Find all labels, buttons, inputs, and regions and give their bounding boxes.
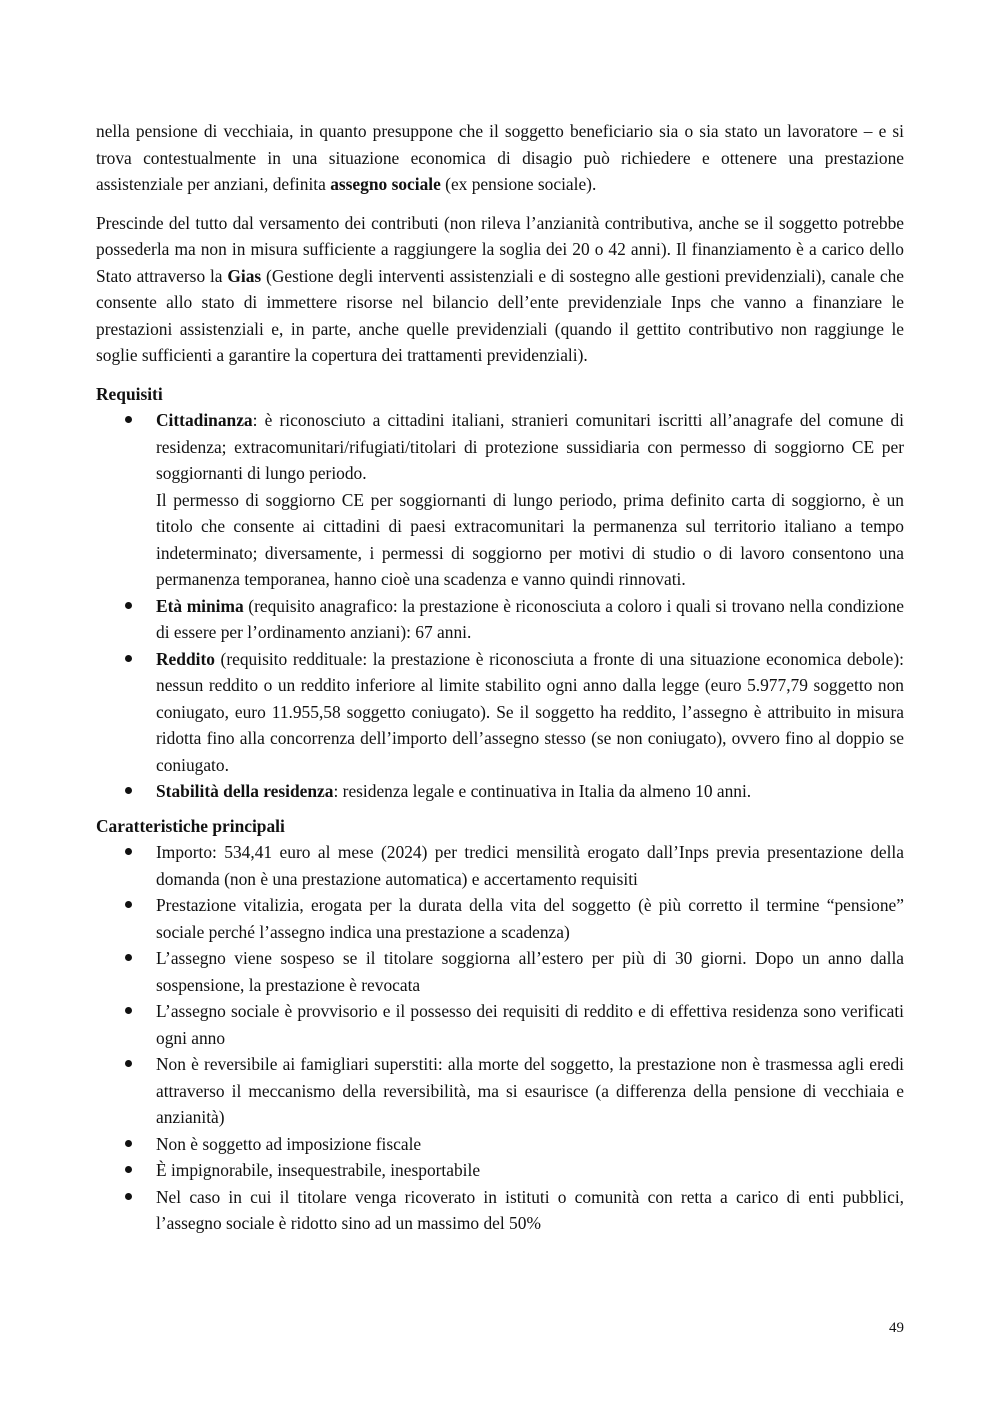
list-item: Nel caso in cui il titolare venga ricoverato in istituti o comunità con retta a carico di enti pubblici, l’assegno sociale è ridotto sino ad un massimo del 50% — [156, 1184, 904, 1237]
list-item: Prestazione vitalizia, erogata per la durata della vita del soggetto (è più corretto il termine “pensione” sociale perché l’assegno indica una prestazione a scadenza) — [156, 892, 904, 945]
list-item-text: : è riconosciuto a cittadini italiani, stranieri comunitari iscritti all’anagrafe del comune di residenza; extracomunitari/rifugiati/titolari di protezione sussidiaria con permesso di soggiorno CE per soggiornanti di lungo periodo. — [156, 410, 904, 483]
list-item — [156, 407, 904, 593]
gias-term: Gias — [227, 265, 262, 286]
intro-text-end: (ex pensione sociale). — [440, 174, 597, 194]
list-item: Non è soggetto ad imposizione fiscale — [156, 1131, 904, 1158]
list-item: Importo: 534,41 euro al mese (2024) per tredici mensilità erogato dall’Inps previa presentazione della domanda (non è una prestazione automatica) e accertamento requisiti — [156, 839, 904, 892]
financing-text: Prescinde del tutto dal versamento dei contributi (non rileva l’anzianità contributiva, anche se il soggetto potrebbe possederla ma non in misura sufficiente a raggiungere la soglia dei 20 o 42 anni). Il finanziamento è a carico dello Stato attraverso la — [96, 212, 904, 286]
list-item: L’assegno sociale è provvisorio e il possesso dei requisiti di reddito e di effettiva residenza sono verificati ogni anno — [156, 998, 904, 1051]
financing-text-end: (Gestione degli interventi assistenziali e di sostegno alle gestioni previdenziali), canale che consente allo stato di immettere risorse nel bilancio dell’ente previdenziale Inps che vanno a finanziare le prestazioni assistenziali e, in parte, anche quelle previdenziali (quando il gettito contributivo non raggiunge le soglie sufficienti a garantire la copertura dei trattamenti previdenziali). — [96, 265, 904, 365]
financing-paragraph — [96, 210, 904, 369]
cittadinanza-term: Cittadinanza — [156, 410, 253, 430]
intro-text: nella pensione di vecchiaia, in quanto presuppone che il soggetto beneficiario sia o sia stato un lavoratore – e si trova contestualmente in una situazione economica di disagio può richiedere e ottenere una prestazione assistenziale per anziani, definita — [96, 121, 904, 194]
intro-paragraph — [96, 118, 904, 198]
assegno-sociale-term: assegno sociale — [330, 174, 441, 194]
page-number: 49 — [889, 1320, 904, 1336]
list-item-text: (requisito anagrafico: la prestazione è riconosciuta a coloro i quali si trovano nella condizione di essere per l’ordinamento anziani): 67 anni. — [156, 595, 905, 642]
caratteristiche-list — [96, 839, 904, 1237]
list-item: Non è reversibile ai famigliari superstiti: alla morte del soggetto, la prestazione non è trasmessa agli eredi attraverso il meccanismo della reversibilità, ma si esaurisce (a differenza della pensione di vecchiaia e anzianità) — [156, 1051, 904, 1131]
document-page — [96, 118, 904, 1245]
list-item: È impignorabile, insequestrabile, inesportabile — [156, 1157, 904, 1184]
eta-minima-term: Età minima — [156, 595, 244, 616]
requisiti-heading: Requisiti — [96, 383, 163, 404]
list-item — [156, 646, 904, 779]
permesso-soggiorno-note: Il permesso di soggiorno CE per soggiornanti di lungo periodo, prima definito carta di soggiorno, è un titolo che consente ai cittadini di paesi extracomunitari la permanenza sul territorio italiano a tempo indeterminato; diversamente, i permessi di soggiorno per motivi di studio o di lavoro consentono una permanenza temporanea, hanno cioè una scadenza e vanno quindi rinnovati. — [156, 489, 904, 589]
list-item-text: : residenza legale e continuativa in Italia da almeno 10 anni. — [333, 781, 752, 801]
stabilita-residenza-term: Stabilità della residenza — [156, 781, 334, 801]
list-item — [156, 593, 904, 646]
requisiti-list — [96, 407, 904, 805]
list-item: L’assegno viene sospeso se il titolare soggiorna all’estero per più di 30 giorni. Dopo un anno dalla sospensione, la prestazione è revocata — [156, 945, 904, 998]
list-item-text: (requisito reddituale: la prestazione è riconosciuta a fronte di una situazione economica debole): nessun reddito o un reddito inferiore al limite stabilito ogni anno dalla legge (euro 5.977,79 soggetto non coniugato, euro 11.955,58 soggetto coniugato). Se il soggetto ha reddito, l’assegno è attribuito in misura ridotta fino alla concorrenza dell’importo dell’assegno stesso (se non coniugato), ovvero fino al doppio se coniugato. — [156, 648, 904, 775]
reddito-term: Reddito — [156, 648, 215, 669]
list-item — [156, 778, 904, 805]
caratteristiche-heading: Caratteristiche principali — [96, 815, 285, 836]
